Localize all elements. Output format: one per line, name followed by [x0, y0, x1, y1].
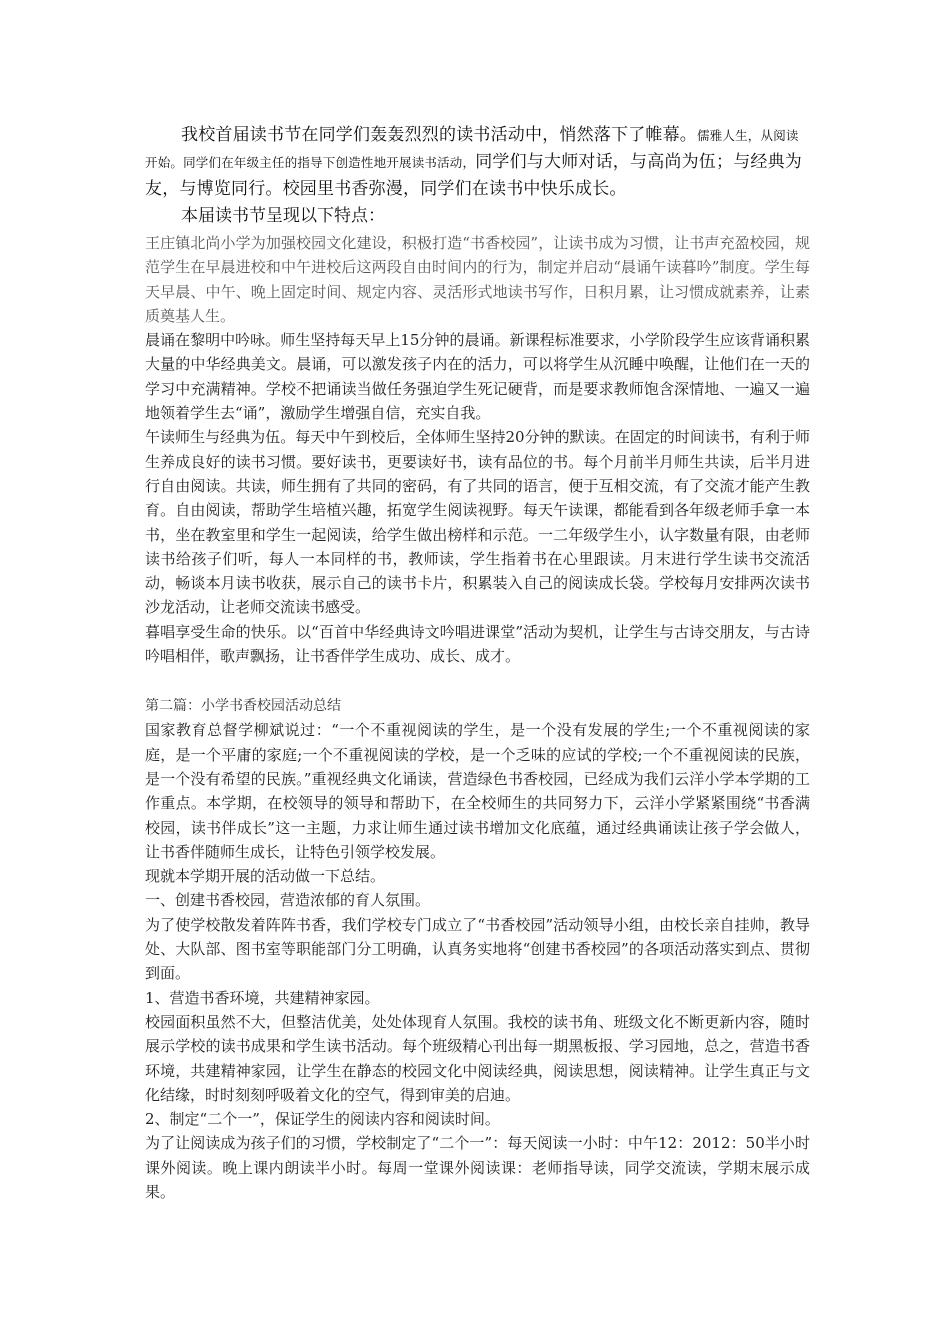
- section2-subheading: 一、创建书香校园，营造浓郁的育人氛围。: [145, 891, 431, 910]
- section2-paragraph: 为了使学校散发着阵阵书香，我们学校专门成立了“书香校园”活动领导小组，由校长亲自挂帅，教导处、大队部、图书室等职能部门分工明确，认真务实地将“创建书香校园”的各项活动落实到点、贯彻到面。: [145, 915, 810, 983]
- intro-large-a: 我校首届读书节在同学们轰轰烈烈的读书活动中，悄然落下了帷幕。: [181, 125, 697, 145]
- section2-paragraph: 为了让阅读成为孩子们的习惯，学校制定了“二个一”：每天阅读一小时：中午12：2012：50半小时课外阅读。晚上课内朗读半小时。每周一堂课外阅读课：老师指导读，同学交流读，学期末展示成果。: [145, 1134, 810, 1201]
- paragraph-evening: 暮唱享受生命的快乐。以“百首中华经典诗文吟唱进课堂”活动为契机，让学生与古诗交朋友，与古诗吟唱相伴，歌声飘扬，让书香伴学生成功、成长、成才。: [145, 622, 810, 666]
- paragraph-noon: 午读师生与经典为伍。每天中午到校后，全体师生坚持20分钟的默读。在固定的时间读书，有利于师生养成良好的读书习惯。要好读书，更要读好书，读有品位的书。每个月前半月师生共读，后半月进行自由阅读。共读，师生拥有了共同的密码，有了共同的语言，便于互相交流，有了交流才能产生教育。自由阅读，帮助学生培植兴趣，拓宽学生阅读视野。每天午读课，都能看到各年级老师手拿一本书，坐在教室里和学生一起阅读，给学生做出榜样和示范。一二年级学生小，认字数量有限，由老师读书给孩子们听，每人一本同样的书，教师读，学生指着书在心里跟读。月末进行学生读书交流活动，畅谈本月读书收获，展示自己的读书卡片，积累装入自己的阅读成长袋。学校每月安排两次读书沙龙活动，让老师交流读书感受。: [145, 428, 810, 617]
- section2-paragraph: 国家教育总督学柳斌说过：“一个不重视阅读的学生，是一个没有发展的学生;一个不重视阅读的家庭，是一个平庸的家庭;一个不重视阅读的学校，是一个乏味的应试的学校;一个不重视阅读的民族，是一个没有希望的民族。”重视经典文化诵读，营造绿色书香校园，已经成为我们云洋小学本学期的工作重点。本学期，在校领导的领导和帮助下，在全校师生的共同努力下，云洋小学紧紧围绕“书香满校园，读书伴成长”这一主题，力求让师生通过读书增加文化底蕴，通过经典诵读让孩子学会做人，让书香伴随师生成长，让特色引领学校发展。: [145, 721, 810, 861]
- section2-paragraph: 现就本学期开展的活动做一下总结。: [145, 867, 386, 886]
- features-intro: 本届读书节呈现以下特点：: [181, 206, 385, 226]
- paragraph-morning: 晨诵在黎明中吟咏。师生坚持每天早上15分钟的晨诵。新课程标准要求，小学阶段学生应该背诵积累大量的中华经典美文。晨诵，可以激发孩子内在的活力，可以将学生从沉睡中唤醒，让他们在一天的学习中充满精神。学校不把诵读当做任务强迫学生死记硬背，而是要求教师饱含深情地、一遍又一遍地领着学生去“诵”，激励学生增强自信，充实自我。: [145, 331, 810, 423]
- intro-small-a: 儒雅人生，从阅读开始。同学们在年级主任的指导下创造性地开展读书活动，: [145, 128, 799, 170]
- section-spacer: [145, 668, 810, 694]
- document-page: [145, 122, 810, 1204]
- section2-subheading: 1、营造书香环境，共建精神家园。: [145, 988, 380, 1007]
- intro-paragraph: [145, 122, 810, 203]
- section2-title: 第二篇：小学书香校园活动总结: [145, 698, 341, 715]
- section2-subheading: 2、制定“二个一”，保证学生的阅读内容和阅读时间。: [145, 1110, 500, 1129]
- intro-large-b: 同学们与大师对话，与高尚为伍；与经典为友，与博览同行。校园里书香弥漫，同学们在读书中快乐成长。: [145, 152, 803, 199]
- paragraph-overview: 王庄镇北尚小学为加强校园文化建设，积极打造“书香校园”，让读书成为习惯，让书声充盈校园，规范学生在早晨进校和中午进校后这两段自由时间内的行为，制定并启动“晨诵午读暮吟”制度。学生每天早晨、中午、晚上固定时间、规定内容、灵活形式地读书写作，日积月累，让习惯成就素养，让素质奠基人生。: [145, 234, 810, 325]
- section2-paragraph: 校园面积虽然不大，但整洁优美，处处体现育人氛围。我校的读书角、班级文化不断更新内容，随时展示学校的读书成果和学生读书活动。每个班级精心刊出每一期黑板报、学习园地，总之，营造书香环境，共建精神家园，让学生在静态的校园文化中阅读经典，阅读思想，阅读精神。让学生真正与文化结缘，时时刻刻呼吸着文化的空气，得到审美的启迪。: [145, 1012, 810, 1104]
